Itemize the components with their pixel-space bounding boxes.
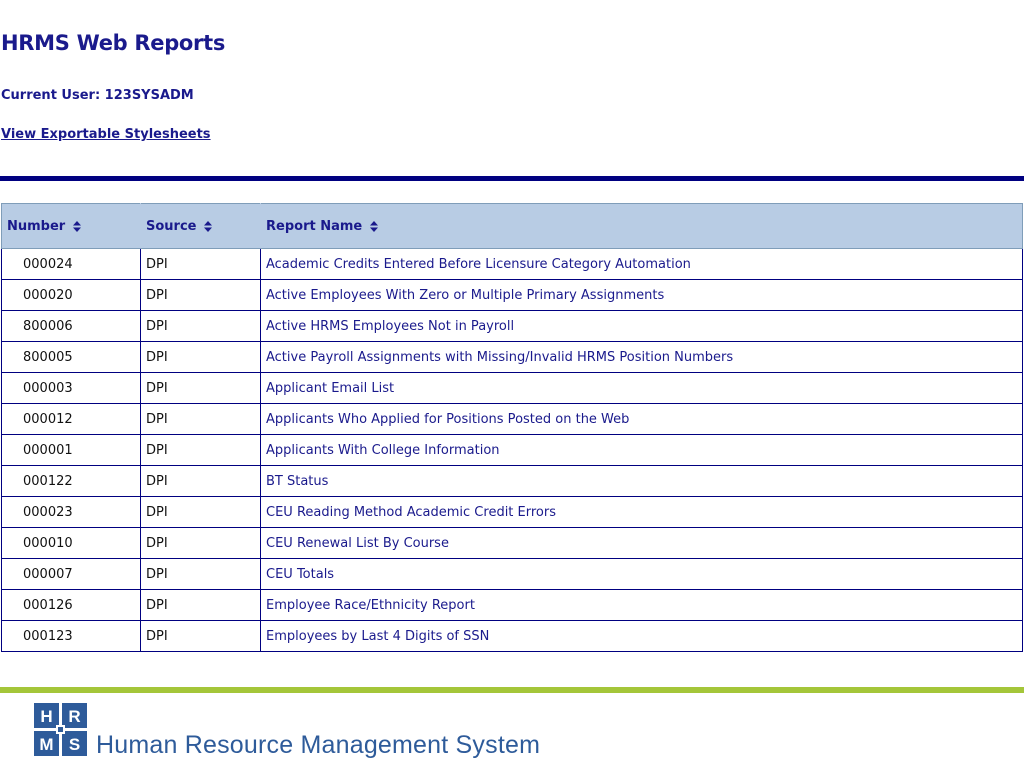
report-name-cell [261, 466, 1023, 497]
reports-table [1, 203, 1023, 652]
report-source-cell: DPI [141, 435, 261, 466]
report-number-cell: 000001 [2, 435, 141, 466]
system-name: Human Resource Management System [96, 731, 541, 759]
report-number-cell: 000003 [2, 373, 141, 404]
hrms-logo-icon [34, 703, 88, 757]
logo-letter-h: H [40, 707, 53, 726]
report-name-cell [261, 621, 1023, 652]
report-number-cell: 800006 [2, 311, 141, 342]
column-header-number[interactable] [2, 204, 141, 249]
logo-letter-s: S [68, 735, 81, 754]
table-row [2, 528, 1023, 559]
report-number-cell: 000123 [2, 621, 141, 652]
report-name-link[interactable]: Employee Race/Ethnicity Report [266, 597, 475, 613]
report-name-link[interactable]: Applicants Who Applied for Positions Posted on the Web [266, 411, 630, 427]
report-name-link[interactable]: Academic Credits Entered Before Licensure Category Automation [266, 256, 691, 272]
table-row [2, 373, 1023, 404]
report-name-link[interactable]: Active HRMS Employees Not in Payroll [266, 318, 515, 334]
report-name-link[interactable]: Applicant Email List [266, 380, 395, 396]
report-name-cell [261, 311, 1023, 342]
report-number-cell: 000024 [2, 249, 141, 280]
report-source-cell: DPI [141, 590, 261, 621]
report-source-cell: DPI [141, 466, 261, 497]
table-row [2, 404, 1023, 435]
column-header-report-name[interactable] [261, 204, 1023, 249]
table-row [2, 280, 1023, 311]
table-row [2, 497, 1023, 528]
report-number-cell: 000007 [2, 559, 141, 590]
table-header-row [2, 204, 1023, 249]
report-name-cell [261, 342, 1023, 373]
report-name-cell [261, 559, 1023, 590]
report-source-cell: DPI [141, 373, 261, 404]
column-header-source[interactable] [141, 204, 261, 249]
table-row [2, 435, 1023, 466]
report-name-cell [261, 280, 1023, 311]
table-row [2, 342, 1023, 373]
report-name-cell [261, 404, 1023, 435]
report-source-cell: DPI [141, 621, 261, 652]
report-name-link[interactable]: CEU Totals [266, 566, 335, 582]
table-row [2, 466, 1023, 497]
report-name-cell [261, 590, 1023, 621]
report-name-link[interactable]: Active Payroll Assignments with Missing/Invalid HRMS Position Numbers [266, 349, 734, 365]
footer-divider [0, 687, 1024, 693]
table-row [2, 590, 1023, 621]
report-source-cell: DPI [141, 497, 261, 528]
sort-updown-icon [370, 221, 378, 232]
report-source-cell: DPI [141, 280, 261, 311]
report-name-link[interactable]: Applicants With College Information [266, 442, 500, 458]
report-source-cell: DPI [141, 404, 261, 435]
column-header-source-label: Source [146, 218, 197, 234]
report-number-cell: 000012 [2, 404, 141, 435]
report-name-cell [261, 528, 1023, 559]
report-name-link[interactable]: Active Employees With Zero or Multiple Primary Assignments [266, 287, 665, 303]
report-name-link[interactable]: BT Status [266, 473, 329, 489]
logo-letter-r: R [68, 707, 81, 726]
report-name-cell [261, 249, 1023, 280]
report-number-cell: 000126 [2, 590, 141, 621]
report-number-cell: 000020 [2, 280, 141, 311]
report-name-cell [261, 435, 1023, 466]
report-number-cell: 000010 [2, 528, 141, 559]
report-number-cell: 000023 [2, 497, 141, 528]
sort-updown-icon [204, 221, 212, 232]
table-row [2, 249, 1023, 280]
column-header-report-name-label: Report Name [266, 218, 363, 234]
report-name-link[interactable]: CEU Reading Method Academic Credit Errors [266, 504, 556, 520]
report-name-cell [261, 497, 1023, 528]
column-header-number-label: Number [7, 218, 66, 234]
page-title: HRMS Web Reports [1, 31, 226, 55]
report-source-cell: DPI [141, 249, 261, 280]
view-stylesheets-link[interactable]: View Exportable Stylesheets [1, 127, 211, 142]
top-divider [0, 176, 1024, 181]
report-name-link[interactable]: Employees by Last 4 Digits of SSN [266, 628, 490, 644]
report-number-cell: 000122 [2, 466, 141, 497]
report-source-cell: DPI [141, 311, 261, 342]
table-row [2, 559, 1023, 590]
report-name-cell [261, 373, 1023, 404]
table-row [2, 311, 1023, 342]
report-source-cell: DPI [141, 528, 261, 559]
table-row [2, 621, 1023, 652]
report-source-cell: DPI [141, 342, 261, 373]
current-user-label: Current User: 123SYSADM [1, 88, 194, 103]
table-body [2, 249, 1023, 652]
report-source-cell: DPI [141, 559, 261, 590]
report-number-cell: 800005 [2, 342, 141, 373]
logo-letter-m: M [39, 735, 54, 754]
sort-updown-icon [73, 221, 81, 232]
report-name-link[interactable]: CEU Renewal List By Course [266, 535, 449, 551]
